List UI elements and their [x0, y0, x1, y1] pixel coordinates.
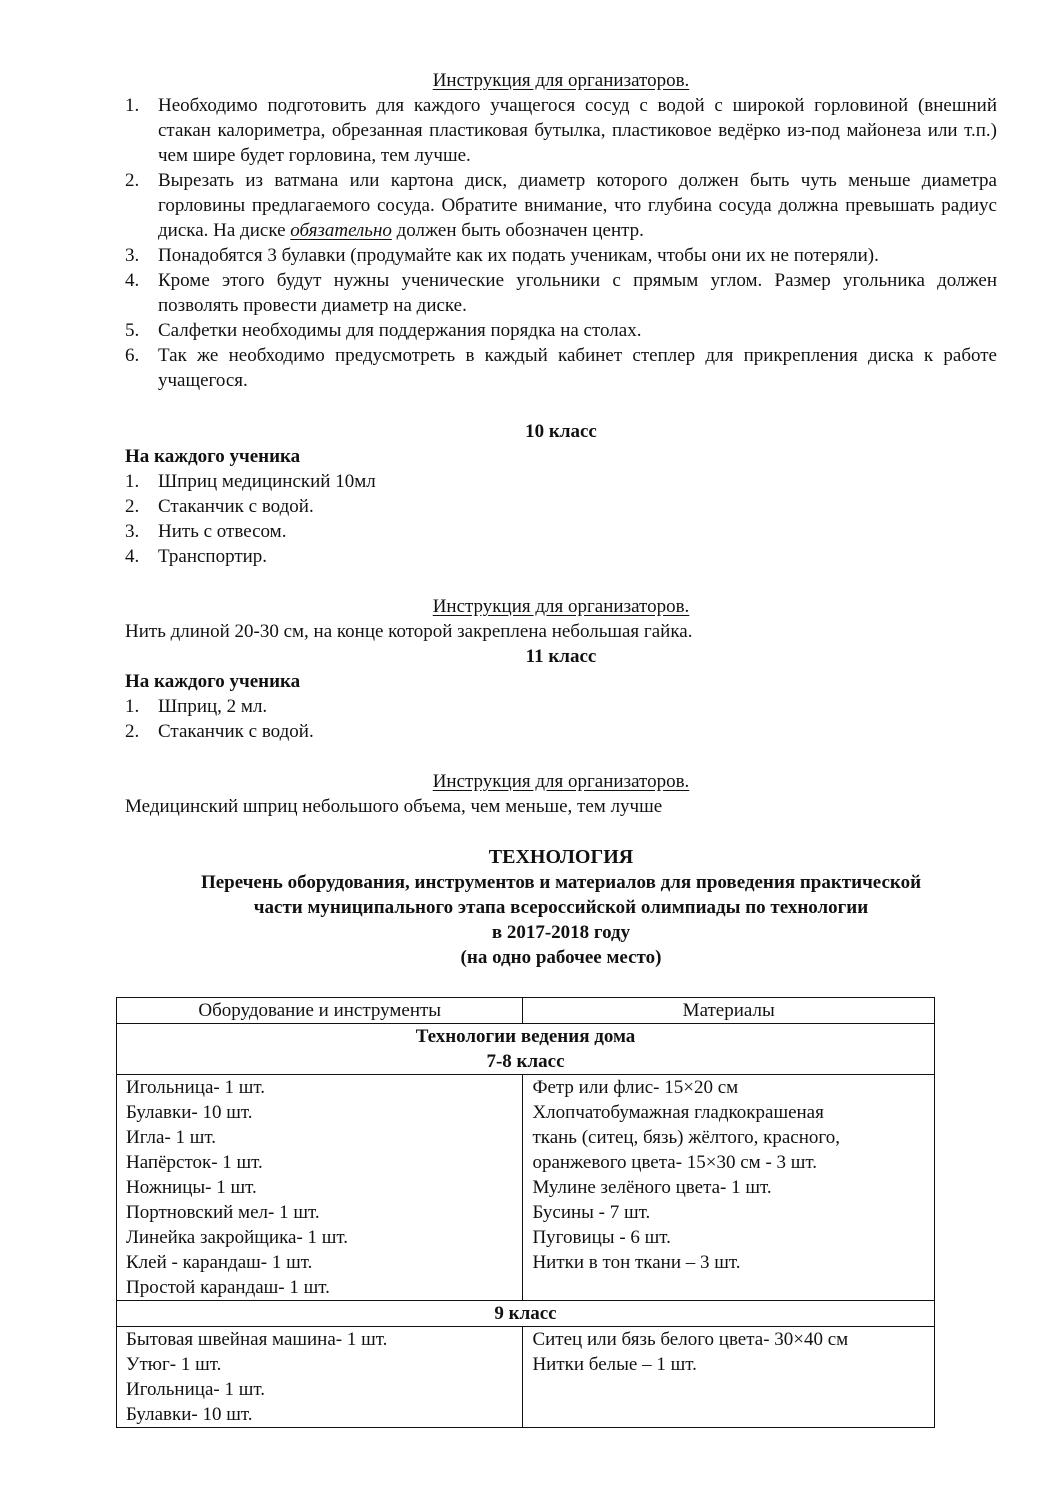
list-item-number: 1. [125, 696, 140, 717]
grade10-title: 10 класс [525, 421, 597, 442]
grade11-instruction-text: Медицинский шприц небольшого объема, чем меньше, тем лучше [125, 796, 663, 817]
equipment-item: Игла- 1 шт. [126, 1127, 217, 1148]
material-item: Хлопчатобумажная гладкокрашеная [532, 1102, 824, 1123]
material-item: Пуговицы - 6 шт. [532, 1227, 671, 1248]
grade10-list [125, 469, 997, 569]
list-item-number: 2. [125, 170, 140, 191]
technology-subtitle-line-3: в 2017-2018 году [491, 922, 631, 943]
text-before-emphasis: Вырезать из ватмана или картона диск, диаметр которого должен быть чуть меньше диаметра горловины предлагаемого сосуда. Обратите внимание, что глубина сосуда должна превышать радиус диска. На диске [158, 170, 997, 241]
group-header-home-technology [117, 1024, 935, 1075]
equipment-item: Ножницы- 1 шт. [126, 1177, 257, 1198]
list-item-number: 2. [125, 496, 140, 517]
list-item-text: Необходимо подготовить для каждого учащегося сосуд с водой с широкой горловиной (внешний стакан калориметра, обрезанная пластиковая бутылка, пластиковое ведёрко из-под майонеза или т.п.) чем шире будет горловина, тем лучше. [158, 95, 997, 166]
equipment-item: Напёрсток- 1 шт. [126, 1152, 263, 1173]
list-item-number: 3. [125, 245, 140, 266]
technology-subtitle-line-4: (на одно рабочее место) [460, 947, 662, 968]
list-item-number: 3. [125, 521, 140, 542]
list-item [125, 318, 997, 343]
equipment-item: Игольница- 1 шт. [126, 1077, 265, 1098]
material-item: Бусины - 7 шт. [532, 1202, 651, 1223]
list-item [125, 93, 997, 168]
materials-cell [523, 1075, 935, 1301]
list-item-text: Транспортир. [158, 546, 268, 567]
list-item-text: Так же необходимо предусмотреть в каждый кабинет степлер для прикрепления диска к работе учащегося. [158, 345, 997, 391]
technology-title: ТЕХНОЛОГИЯ [488, 846, 634, 868]
technology-subtitle-line-2: части муниципального этапа всероссийской олимпиады по технологии [253, 897, 869, 918]
list-item-text: Нить с отвесом. [158, 521, 287, 542]
list-item [125, 519, 997, 544]
list-item-number: 1. [125, 471, 140, 492]
list-item [125, 544, 997, 569]
material-item: Нитки в тон ткани – 3 шт. [532, 1252, 741, 1273]
equipment-item: Утюг- 1 шт. [126, 1354, 222, 1375]
equipment-item: Булавки- 10 шт. [126, 1404, 253, 1425]
list-item-text: Шприц медицинский 10мл [158, 471, 376, 492]
grade11-title: 11 класс [525, 646, 597, 667]
group-grade: 7-8 класс [486, 1051, 565, 1072]
equipment-item: Клей - карандаш- 1 шт. [126, 1252, 313, 1273]
technology-subtitle-line-1: Перечень оборудования, инструментов и материалов для проведения практической [200, 872, 922, 893]
grade11-instruction-heading: Инструкция для организаторов. [432, 771, 690, 792]
list-item-number: 4. [125, 270, 140, 291]
list-item [125, 494, 997, 519]
material-item: Нитки белые – 1 шт. [532, 1354, 697, 1375]
list-item-text: Шприц, 2 мл. [158, 696, 268, 717]
section1-heading: Инструкция для организаторов. [432, 70, 690, 91]
column-header-materials: Материалы [523, 998, 935, 1024]
material-item: Мулине зелёного цвета- 1 шт. [532, 1177, 772, 1198]
list-item-number: 1. [125, 95, 140, 116]
list-item-text: Стаканчик с водой. [158, 496, 314, 517]
list-item-text: Кроме этого будут нужны ученические угольники с прямым углом. Размер угольника должен позволять провести диаметр на диске. [158, 270, 997, 316]
equipment-cell [117, 1327, 523, 1428]
list-item [125, 168, 997, 243]
grade10-instruction-text: Нить длиной 20-30 см, на конце которой закреплена небольшая гайка. [125, 621, 693, 642]
equipment-item: Игольница- 1 шт. [126, 1379, 265, 1400]
list-item [125, 719, 997, 744]
list-item-number: 2. [125, 721, 140, 742]
list-item [125, 243, 997, 268]
material-item: Ситец или бязь белого цвета- 30×40 см [532, 1329, 849, 1350]
table-row [117, 1327, 935, 1428]
materials-cell [523, 1327, 935, 1428]
list-item [125, 343, 997, 393]
list-item-number: 6. [125, 345, 140, 366]
material-item: ткань (ситец, бязь) жёлтого, красного, [532, 1127, 840, 1148]
list-item [125, 694, 997, 719]
document-page [125, 68, 997, 970]
list-item-text: Понадобятся 3 булавки (продумайте как их подать ученикам, чтобы они их не потеряли). [158, 245, 879, 266]
list-item [125, 469, 997, 494]
material-item: оранжевого цвета- 15×30 см - 3 шт. [532, 1152, 818, 1173]
table-row [117, 1075, 935, 1301]
list-item-text: Стаканчик с водой. [158, 721, 314, 742]
emphasized-word: обязательно [290, 220, 392, 241]
equipment-item: Линейка закройщика- 1 шт. [126, 1227, 349, 1248]
material-item: Фетр или флис- 15×20 см [532, 1077, 739, 1098]
text-after-emphasis: должен быть обозначен центр. [391, 220, 644, 241]
equipment-item: Простой карандаш- 1 шт. [126, 1277, 330, 1298]
grade10-instruction-heading: Инструкция для организаторов. [432, 596, 690, 617]
list-item-text: Салфетки необходимы для поддержания порядка на столах. [158, 320, 642, 341]
section1-list [125, 93, 997, 393]
equipment-item: Булавки- 10 шт. [126, 1102, 253, 1123]
grade11-subtitle: На каждого ученика [125, 671, 301, 692]
list-item-number: 4. [125, 546, 140, 567]
table-header-row [117, 998, 935, 1024]
group-title: Технологии ведения дома [415, 1026, 636, 1047]
list-item [125, 268, 997, 318]
list-item-text [158, 168, 997, 243]
grade10-subtitle: На каждого ученика [125, 446, 301, 467]
grade11-list [125, 694, 997, 744]
list-item-number: 5. [125, 320, 140, 341]
group-header-grade-9: 9 класс [117, 1301, 935, 1327]
table-group-row [117, 1024, 935, 1075]
equipment-cell [117, 1075, 523, 1301]
equipment-table [116, 997, 935, 1428]
equipment-item: Бытовая швейная машина- 1 шт. [126, 1329, 388, 1350]
column-header-equipment: Оборудование и инструменты [117, 998, 523, 1024]
table-group-row [117, 1301, 935, 1327]
equipment-item: Портновский мел- 1 шт. [126, 1202, 320, 1223]
